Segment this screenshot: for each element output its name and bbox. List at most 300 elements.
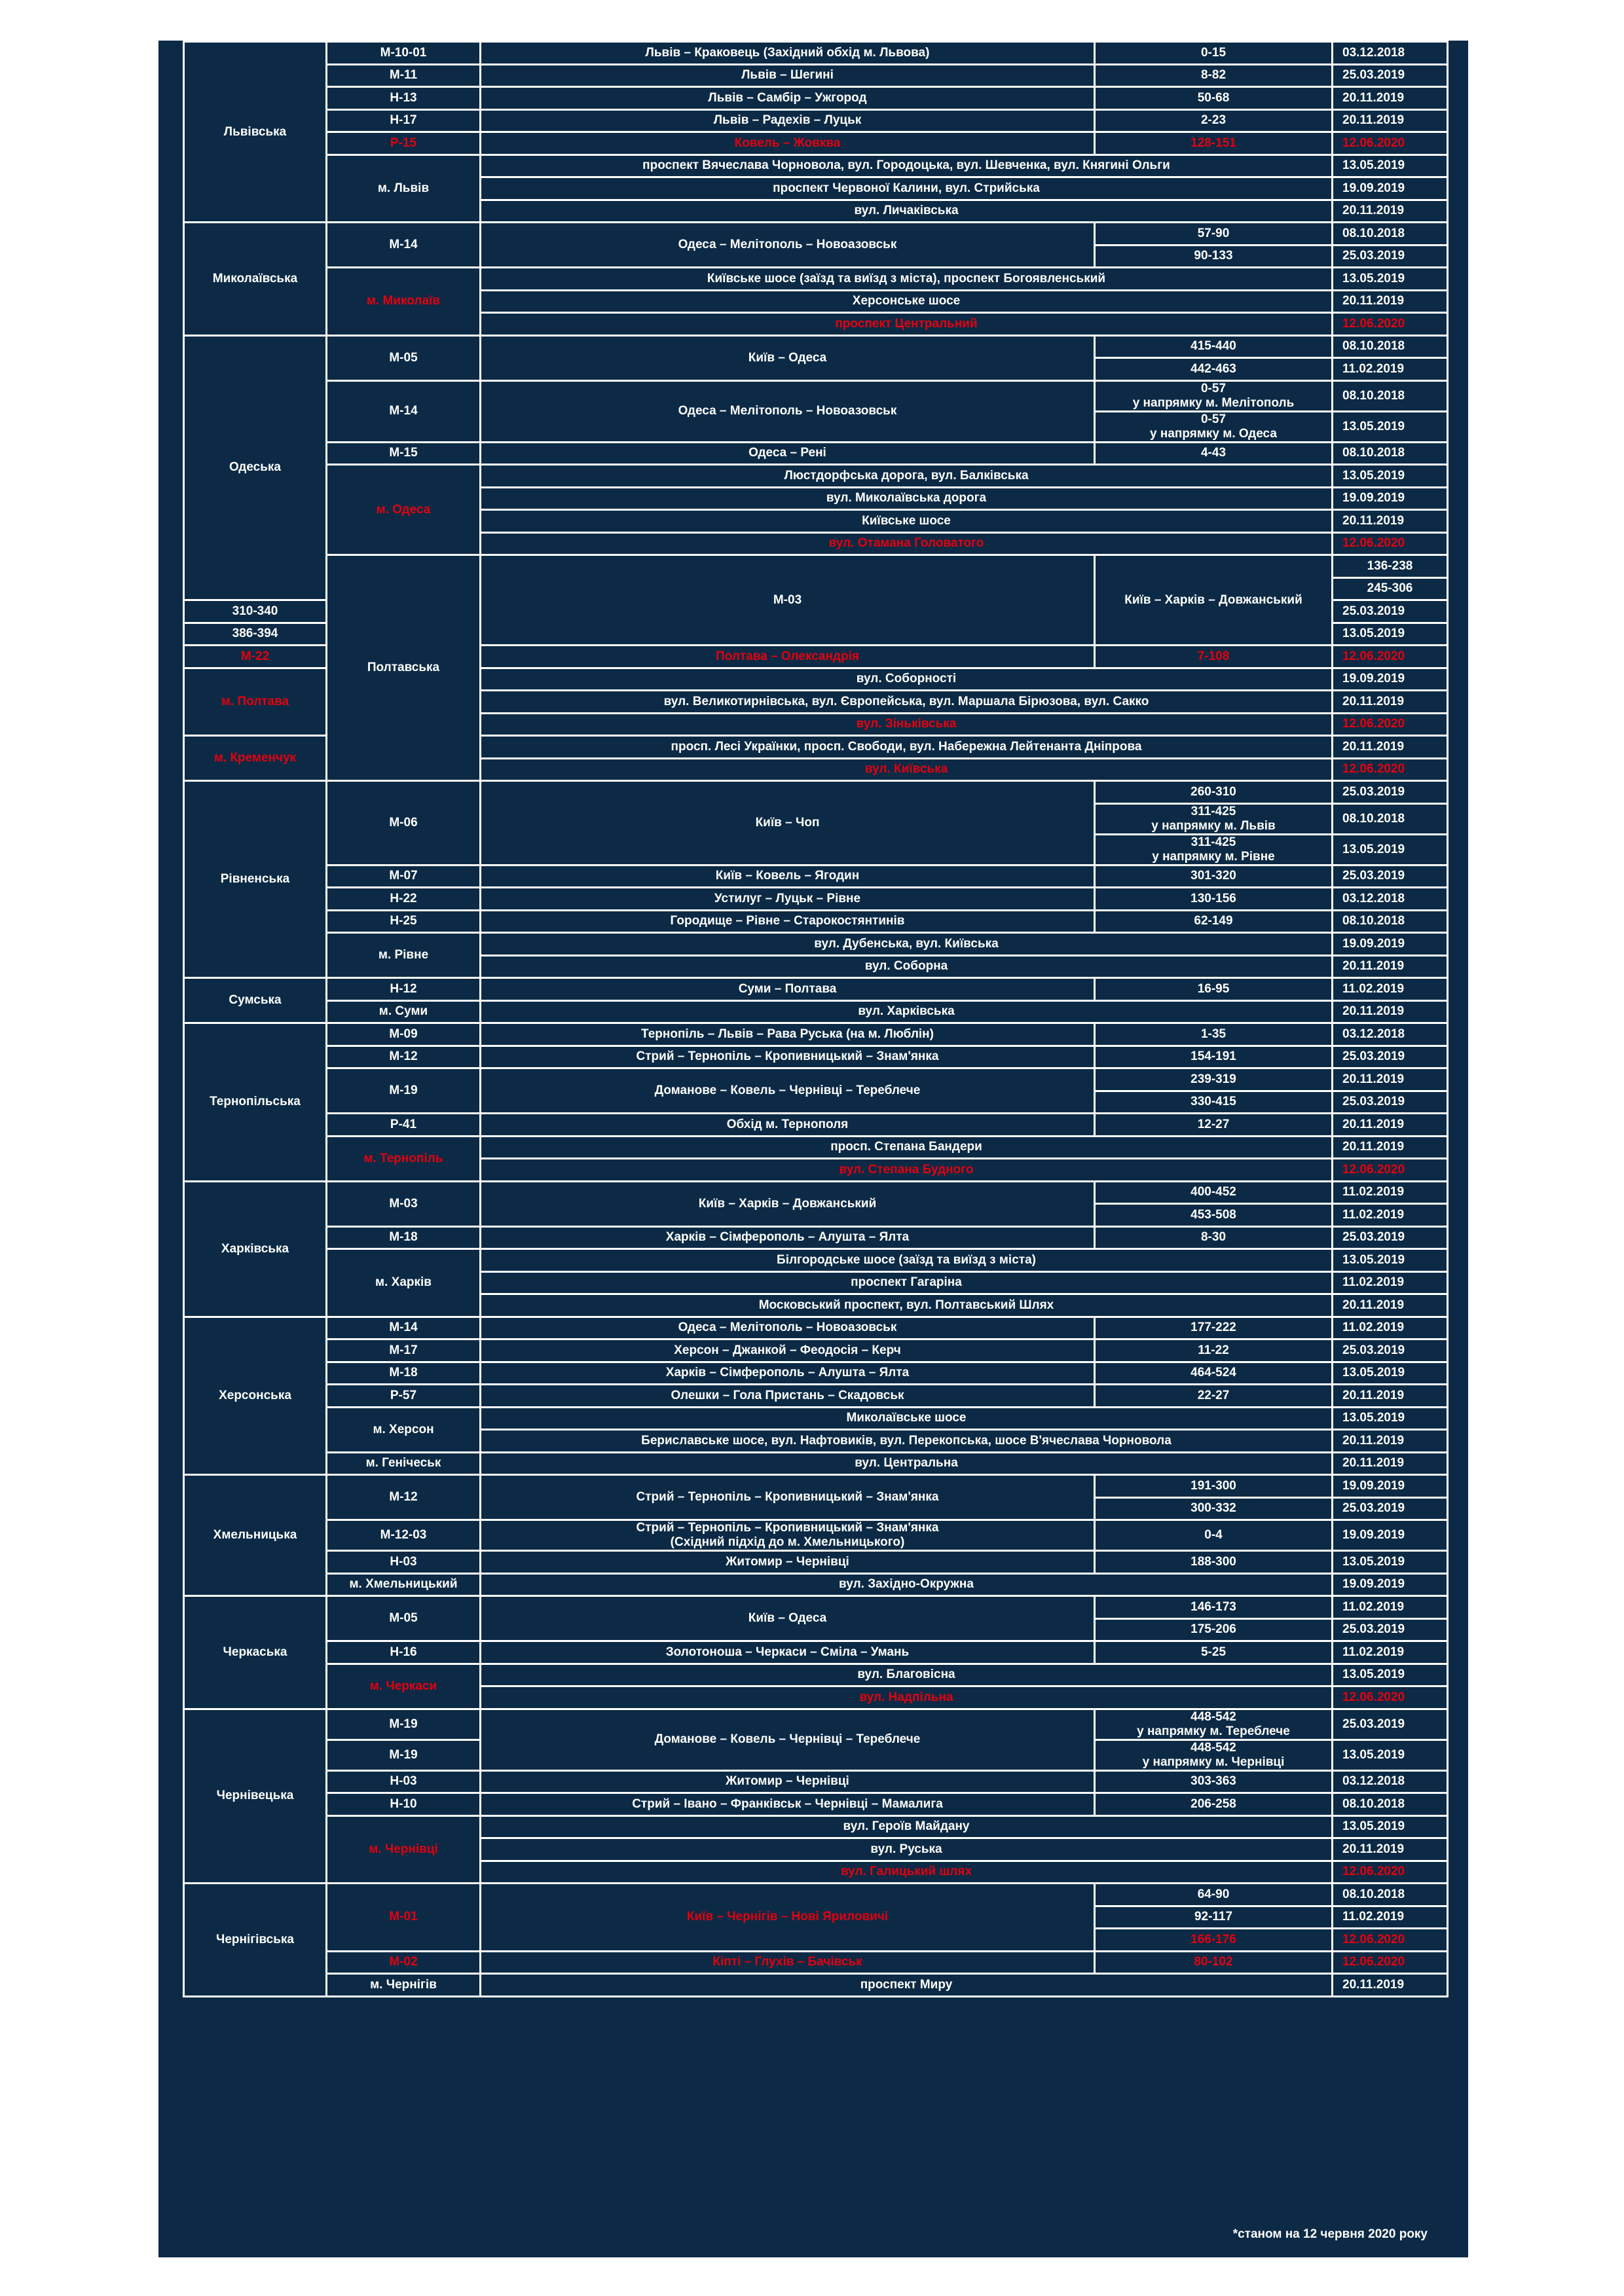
table-cell: м. Миколаїв [327, 268, 481, 336]
table-cell: Стрий – Тернопіль – Кропивницький – Знам'янка (Східний підхід до м. Хмельницького) [481, 1520, 1095, 1551]
table-cell: вул. Соборна [481, 955, 1333, 978]
table-cell: вул. Надпільна [481, 1686, 1333, 1709]
table-cell: 146-173 [1095, 1596, 1333, 1619]
table-cell: 03.12.2018 [1333, 1770, 1448, 1793]
table-cell: М-07 [327, 865, 481, 888]
table-cell: М-09 [327, 1023, 481, 1046]
table-cell: Н-25 [327, 910, 481, 933]
table-cell: просп. Лесі Українки, просп. Свободи, вул. Набережна Лейтенанта Дніпрова [481, 736, 1333, 759]
table-cell: 0-57 у напрямку м. Одеса [1095, 411, 1333, 442]
table-cell: вул. Харківська [481, 1000, 1333, 1023]
table-cell: Білгородське шосе (заїзд та виїзд з міста) [481, 1249, 1333, 1272]
table-row [184, 1226, 1448, 1249]
table-cell: Стрий – Івано – Франківськ – Чернівці – Мамалига [481, 1793, 1095, 1816]
table-cell: 12-27 [1095, 1114, 1333, 1137]
table-cell: Житомир – Чернівці [481, 1770, 1095, 1793]
table-cell: 310-340 [184, 600, 327, 623]
table-cell: 300-332 [1095, 1497, 1333, 1520]
roads-table-body [184, 42, 1448, 1997]
table-cell: 1-35 [1095, 1023, 1333, 1046]
table-cell: М-01 [327, 1884, 481, 1952]
table-cell: 12.06.2020 [1333, 1861, 1448, 1884]
table-cell: Н-12 [327, 978, 481, 1001]
table-cell: Н-22 [327, 888, 481, 911]
table-cell: М-19 [327, 1740, 481, 1770]
table-cell: 0-57 у напрямку м. Мелітополь [1095, 380, 1333, 411]
table-cell: 12.06.2020 [1333, 646, 1448, 668]
table-cell: вул. Соборності [481, 668, 1333, 691]
table-cell: 20.11.2019 [1333, 1136, 1448, 1159]
table-cell: Н-16 [327, 1641, 481, 1664]
table-row [184, 1884, 1448, 1906]
table-cell: м. Чернігів [327, 1974, 481, 1997]
table-cell: М-06 [327, 781, 481, 866]
table-cell: вул. Зіньківська [481, 713, 1333, 736]
table-cell: 11.02.2019 [1333, 1906, 1448, 1929]
table-cell: Житомир – Чернівці [481, 1551, 1095, 1574]
table-cell: Р-57 [327, 1385, 481, 1408]
table-cell: 19.09.2019 [1333, 487, 1448, 510]
table-cell: 90-133 [1095, 245, 1333, 268]
table-cell: 13.05.2019 [1333, 1362, 1448, 1385]
table-cell: 260-310 [1095, 781, 1333, 804]
table-cell: Доманове – Ковель – Чернівці – Тереблече [481, 1709, 1095, 1770]
table-cell: 20.11.2019 [1333, 691, 1448, 714]
table-cell: Н-03 [327, 1551, 481, 1574]
table-cell: 19.09.2019 [1333, 177, 1448, 200]
table-cell: вул. Личаківська [481, 200, 1333, 223]
table-cell: 08.10.2018 [1333, 223, 1448, 246]
table-cell: Київ – Одеса [481, 335, 1095, 380]
table-cell: 239-319 [1095, 1068, 1333, 1091]
table-cell: 311-425 у напрямку м. Рівне [1095, 834, 1333, 865]
table-row [184, 1770, 1448, 1793]
table-cell: Одеса – Мелітополь – Новоазовськ [481, 1317, 1095, 1339]
table-cell: 4-43 [1095, 442, 1333, 465]
table-cell: 20.11.2019 [1333, 1294, 1448, 1317]
table-cell: проспект Центральний [481, 313, 1333, 336]
table-cell: вул. Галицький шлях [481, 1861, 1333, 1884]
table-cell: м. Рівне [327, 933, 481, 978]
table-cell: 386-394 [184, 623, 327, 646]
table-cell: 25.03.2019 [1333, 1339, 1448, 1362]
table-cell: 20.11.2019 [1333, 109, 1448, 132]
table-cell: М-14 [327, 1317, 481, 1339]
table-row [184, 1596, 1448, 1619]
table-cell: м. Суми [327, 1000, 481, 1023]
table-cell: 130-156 [1095, 888, 1333, 911]
table-cell: 5-25 [1095, 1641, 1333, 1664]
table-cell: 191-300 [1095, 1475, 1333, 1498]
table-cell: м. Полтава [184, 668, 327, 736]
table-cell: 25.03.2019 [1333, 1046, 1448, 1068]
table-cell: вул. Руська [481, 1838, 1333, 1861]
table-cell: 50-68 [1095, 87, 1333, 110]
table-cell: 64-90 [1095, 1884, 1333, 1906]
table-cell: 22-27 [1095, 1385, 1333, 1408]
table-row [184, 1551, 1448, 1574]
table-cell: 20.11.2019 [1333, 1430, 1448, 1453]
table-cell: 2-23 [1095, 109, 1333, 132]
table-cell: 25.03.2019 [1333, 64, 1448, 87]
table-row [184, 1974, 1448, 1997]
table-row [184, 1664, 1448, 1686]
table-cell: Харків – Сімферополь – Алушта – Ялта [481, 1362, 1095, 1385]
table-cell: 13.05.2019 [1333, 465, 1448, 488]
table-cell: 08.10.2018 [1333, 1884, 1448, 1906]
table-cell: м. Харків [327, 1249, 481, 1317]
table-cell: Одеська [184, 335, 327, 600]
table-cell: 08.10.2018 [1333, 803, 1448, 834]
table-cell: Одеса – Мелітополь – Новоазовськ [481, 380, 1095, 442]
table-cell: Бериславське шосе, вул. Нафтовиків, вул. Перекопська, шосе В'ячеслава Чорновола [481, 1430, 1333, 1453]
table-cell: 08.10.2018 [1333, 1793, 1448, 1816]
table-cell: Київ – Харків – Довжанський [1095, 555, 1333, 646]
table-cell: 12.06.2020 [1333, 1929, 1448, 1952]
table-cell: М-10-01 [327, 42, 481, 65]
table-cell: Київ – Одеса [481, 1596, 1095, 1641]
table-cell: 11.02.2019 [1333, 358, 1448, 381]
table-cell: 11.02.2019 [1333, 1641, 1448, 1664]
table-cell: 03.12.2018 [1333, 888, 1448, 911]
table-cell: 03.12.2018 [1333, 42, 1448, 65]
table-cell: 08.10.2018 [1333, 335, 1448, 358]
table-cell: вул. Західно-Окружна [481, 1573, 1333, 1596]
table-row [184, 1000, 1448, 1023]
table-cell: 08.10.2018 [1333, 380, 1448, 411]
table-cell: М-12 [327, 1475, 481, 1520]
table-cell: 7-108 [1095, 646, 1333, 668]
table-cell: 57-90 [1095, 223, 1333, 246]
table-cell: М-14 [327, 223, 481, 268]
table-cell: М-19 [327, 1709, 481, 1740]
table-cell: 13.05.2019 [1333, 411, 1448, 442]
table-row [184, 1573, 1448, 1596]
table-cell: Полтавська [327, 555, 481, 781]
table-cell: Н-17 [327, 109, 481, 132]
table-cell: М-18 [327, 1362, 481, 1385]
table-cell: Львів – Шегині [481, 64, 1095, 87]
table-cell: просп. Степана Бандери [481, 1136, 1333, 1159]
table-cell: Стрий – Тернопіль – Кропивницький – Знам'янка [481, 1475, 1095, 1520]
table-cell: 16-95 [1095, 978, 1333, 1001]
table-cell: Львів – Самбір – Ужгород [481, 87, 1095, 110]
table-cell: Городище – Рівне – Старокостянтинів [481, 910, 1095, 933]
table-cell: Київ – Ковель – Ягодин [481, 865, 1095, 888]
table-row [184, 1815, 1448, 1838]
table-cell: м. Хмельницький [327, 1573, 481, 1596]
table-cell: Львів – Радехів – Луцьк [481, 109, 1095, 132]
table-cell: Київ – Чоп [481, 781, 1095, 866]
table-row [184, 1793, 1448, 1816]
table-row [184, 1475, 1448, 1498]
table-cell: Харків – Сімферополь – Алушта – Ялта [481, 1226, 1095, 1249]
table-row [184, 87, 1448, 110]
table-cell: Ковель – Жовква [481, 132, 1095, 155]
table-row [184, 1339, 1448, 1362]
table-cell: М-03 [481, 555, 1095, 646]
table-row [184, 132, 1448, 155]
table-cell: вул. Благовісна [481, 1664, 1333, 1686]
table-cell: Обхід м. Тернополя [481, 1114, 1095, 1137]
table-cell: 25.03.2019 [1333, 1709, 1448, 1740]
table-cell: Київ – Харків – Довжанський [481, 1181, 1095, 1226]
table-row [184, 335, 1448, 358]
table-row [184, 1362, 1448, 1385]
table-cell: 11.02.2019 [1333, 1204, 1448, 1227]
table-cell: 245-306 [1333, 577, 1448, 600]
table-cell: М-03 [327, 1181, 481, 1226]
table-cell: Н-03 [327, 1770, 481, 1793]
table-cell: 8-82 [1095, 64, 1333, 87]
table-cell: 154-191 [1095, 1046, 1333, 1068]
table-cell: 13.05.2019 [1333, 1664, 1448, 1686]
table-cell: Н-10 [327, 1793, 481, 1816]
table-cell: 12.06.2020 [1333, 713, 1448, 736]
table-cell: 442-463 [1095, 358, 1333, 381]
table-cell: 311-425 у напрямку м. Львів [1095, 803, 1333, 834]
table-cell: 20.11.2019 [1333, 1000, 1448, 1023]
table-cell: м. Черкаси [327, 1664, 481, 1709]
table-cell: 20.11.2019 [1333, 1385, 1448, 1408]
table-cell: Черкаська [184, 1596, 327, 1709]
table-cell: 25.03.2019 [1333, 600, 1448, 623]
table-cell: Одеса – Рені [481, 442, 1095, 465]
table-cell: Р-41 [327, 1114, 481, 1137]
table-cell: Херсонське шосе [481, 290, 1333, 313]
table-cell: 330-415 [1095, 1091, 1333, 1114]
table-cell: 175-206 [1095, 1618, 1333, 1641]
table-cell: 13.05.2019 [1333, 1740, 1448, 1770]
table-cell: 11.02.2019 [1333, 1181, 1448, 1204]
table-row [184, 1068, 1448, 1091]
table-row [184, 1951, 1448, 1974]
table-cell: Стрий – Тернопіль – Кропивницький – Знам'янка [481, 1046, 1095, 1068]
table-cell: 448-542 у напрямку м. Чернівці [1095, 1740, 1333, 1770]
table-cell: 08.10.2018 [1333, 442, 1448, 465]
table-row [184, 781, 1448, 804]
table-cell: 0-4 [1095, 1520, 1333, 1551]
table-cell: м. Одеса [327, 465, 481, 555]
table-cell: вул. Героїв Майдану [481, 1815, 1333, 1838]
table-cell: 25.03.2019 [1333, 781, 1448, 804]
table-cell: 13.05.2019 [1333, 1815, 1448, 1838]
table-row [184, 1641, 1448, 1664]
table-row [184, 380, 1448, 411]
table-cell: 128-151 [1095, 132, 1333, 155]
table-row [184, 910, 1448, 933]
table-cell: 08.10.2018 [1333, 910, 1448, 933]
table-cell: Миколаївська [184, 223, 327, 336]
table-row [184, 555, 1448, 578]
table-cell: 20.11.2019 [1333, 1452, 1448, 1475]
table-cell: 13.05.2019 [1333, 834, 1448, 865]
table-cell: 12.06.2020 [1333, 1686, 1448, 1709]
table-row [184, 978, 1448, 1001]
table-cell: М-14 [327, 380, 481, 442]
table-cell: вул. Київська [481, 758, 1333, 781]
table-cell: Доманове – Ковель – Чернівці – Тереблече [481, 1068, 1095, 1114]
table-cell: М-02 [327, 1951, 481, 1974]
table-cell: Харківська [184, 1181, 327, 1317]
table-row [184, 64, 1448, 87]
table-cell: Львівська [184, 42, 327, 223]
table-cell: 166-176 [1095, 1929, 1333, 1952]
table-cell: 11.02.2019 [1333, 1271, 1448, 1294]
table-cell: Московський проспект, вул. Полтавський Шлях [481, 1294, 1333, 1317]
table-cell: 80-102 [1095, 1951, 1333, 1974]
table-row [184, 1407, 1448, 1430]
table-row [184, 933, 1448, 956]
table-cell: м. Кременчук [184, 736, 327, 781]
table-cell: 20.11.2019 [1333, 87, 1448, 110]
table-cell: 25.03.2019 [1333, 245, 1448, 268]
table-cell: 13.05.2019 [1333, 1551, 1448, 1574]
table-cell: 136-238 [1333, 555, 1448, 578]
table-cell: 11.02.2019 [1333, 1317, 1448, 1339]
table-cell: Тернопільська [184, 1023, 327, 1182]
table-cell: Львів – Краковець (Західний обхід м. Львова) [481, 42, 1095, 65]
table-cell: Чернігівська [184, 1884, 327, 1997]
table-cell: 206-258 [1095, 1793, 1333, 1816]
footnote: *станом на 12 червня 2020 року [1232, 2227, 1428, 2241]
table-cell: 12.06.2020 [1333, 1159, 1448, 1182]
table-cell: 13.05.2019 [1333, 155, 1448, 177]
table-cell: 448-542 у напрямку м. Тереблече [1095, 1709, 1333, 1740]
table-cell: 464-524 [1095, 1362, 1333, 1385]
table-row [184, 109, 1448, 132]
table-cell: 12.06.2020 [1333, 532, 1448, 555]
table-cell: Рівненська [184, 781, 327, 978]
table-cell: Олешки – Гола Пристань – Скадовськ [481, 1385, 1095, 1408]
table-cell: Р-15 [327, 132, 481, 155]
table-cell: 0-15 [1095, 42, 1333, 65]
table-cell: Н-13 [327, 87, 481, 110]
table-cell: 415-440 [1095, 335, 1333, 358]
table-cell: Люстдорфська дорога, вул. Балківська [481, 465, 1333, 488]
table-cell: 20.11.2019 [1333, 1838, 1448, 1861]
table-cell: проспект Вячеслава Чорновола, вул. Городоцька, вул. Шевченка, вул. Княгині Ольги [481, 155, 1333, 177]
table-cell: 25.03.2019 [1333, 1091, 1448, 1114]
table-cell: 20.11.2019 [1333, 200, 1448, 223]
table-cell: М-19 [327, 1068, 481, 1114]
table-cell: М-11 [327, 64, 481, 87]
table-cell: Одеса – Мелітополь – Новоазовськ [481, 223, 1095, 268]
table-cell: вул. Великотирнівська, вул. Європейська, вул. Маршала Бірюзова, вул. Сакко [481, 691, 1333, 714]
table-cell: Золотоноша – Черкаси – Сміла – Умань [481, 1641, 1095, 1664]
roads-table [183, 41, 1449, 1997]
table-cell: м. Тернопіль [327, 1136, 481, 1181]
table-row [184, 155, 1448, 177]
table-cell: М-15 [327, 442, 481, 465]
table-cell: 20.11.2019 [1333, 290, 1448, 313]
table-cell: Тернопіль – Львів – Рава Руська (на м. Люблін) [481, 1023, 1095, 1046]
table-cell: м. Чернівці [327, 1815, 481, 1884]
table-row [184, 1452, 1448, 1475]
table-row [184, 442, 1448, 465]
table-cell: Суми – Полтава [481, 978, 1095, 1001]
table-cell: М-12 [327, 1046, 481, 1068]
table-cell: 20.11.2019 [1333, 1974, 1448, 1997]
table-row [184, 1136, 1448, 1159]
table-cell: Полтава – Олександрія [481, 646, 1095, 668]
table-cell: 13.05.2019 [1333, 1249, 1448, 1272]
table-row [184, 223, 1448, 246]
table-cell: 12.06.2020 [1333, 1951, 1448, 1974]
table-row [184, 1023, 1448, 1046]
table-cell: 03.12.2018 [1333, 1023, 1448, 1046]
table-cell: 19.09.2019 [1333, 933, 1448, 956]
table-row [184, 865, 1448, 888]
table-cell: 400-452 [1095, 1181, 1333, 1204]
table-cell: 8-30 [1095, 1226, 1333, 1249]
table-cell: 25.03.2019 [1333, 1226, 1448, 1249]
table-cell: Сумська [184, 978, 327, 1023]
table-cell: 20.11.2019 [1333, 955, 1448, 978]
table-cell: 19.09.2019 [1333, 1520, 1448, 1551]
table-row [184, 1181, 1448, 1204]
table-cell: 25.03.2019 [1333, 1497, 1448, 1520]
table-cell: М-18 [327, 1226, 481, 1249]
table-cell: М-22 [184, 646, 327, 668]
table-cell: 19.09.2019 [1333, 668, 1448, 691]
table-cell: 12.06.2020 [1333, 313, 1448, 336]
table-cell: 177-222 [1095, 1317, 1333, 1339]
table-cell: 13.05.2019 [1333, 623, 1448, 646]
table-cell: Київське шосе (заїзд та виїзд з міста), проспект Богоявленський [481, 268, 1333, 291]
table-cell: проспект Червоної Калини, вул. Стрийська [481, 177, 1333, 200]
table-cell: м. Херсон [327, 1407, 481, 1452]
table-cell: 19.09.2019 [1333, 1573, 1448, 1596]
table-cell: м. Генічеськ [327, 1452, 481, 1475]
table-cell: М-05 [327, 1596, 481, 1641]
table-cell: 13.05.2019 [1333, 1407, 1448, 1430]
table-cell: Київ – Чернігів – Нові Яриловичі [481, 1884, 1095, 1952]
table-cell: 20.11.2019 [1333, 736, 1448, 759]
table-cell: Устилуг – Луцьк – Рівне [481, 888, 1095, 911]
table-cell: вул. Центральна [481, 1452, 1333, 1475]
table-cell: 20.11.2019 [1333, 1068, 1448, 1091]
table-cell: 19.09.2019 [1333, 1475, 1448, 1498]
table-cell: вул. Степана Будного [481, 1159, 1333, 1182]
table-row [184, 465, 1448, 488]
table-cell: проспект Миру [481, 1974, 1333, 1997]
table-cell: 13.05.2019 [1333, 268, 1448, 291]
table-cell: 303-363 [1095, 1770, 1333, 1793]
table-cell: М-12-03 [327, 1520, 481, 1551]
table-cell: м. Львів [327, 155, 481, 223]
table-row [184, 1046, 1448, 1068]
table-row [184, 268, 1448, 291]
table-cell: М-17 [327, 1339, 481, 1362]
table-row [184, 1385, 1448, 1408]
table-row [184, 1317, 1448, 1339]
table-cell: 12.06.2020 [1333, 132, 1448, 155]
table-cell: Херсонська [184, 1317, 327, 1475]
table-cell: Кіпті – Глухів – Бачівськ [481, 1951, 1095, 1974]
table-cell: 20.11.2019 [1333, 1114, 1448, 1137]
table-cell: 12.06.2020 [1333, 758, 1448, 781]
table-cell: 92-117 [1095, 1906, 1333, 1929]
table-cell: 188-300 [1095, 1551, 1333, 1574]
table-cell: 301-320 [1095, 865, 1333, 888]
table-row [184, 1114, 1448, 1137]
table-cell: вул. Миколаївська дорога [481, 487, 1333, 510]
table-cell: 62-149 [1095, 910, 1333, 933]
table-row [184, 42, 1448, 65]
table-cell: 20.11.2019 [1333, 510, 1448, 533]
table-cell: вул. Дубенська, вул. Київська [481, 933, 1333, 956]
